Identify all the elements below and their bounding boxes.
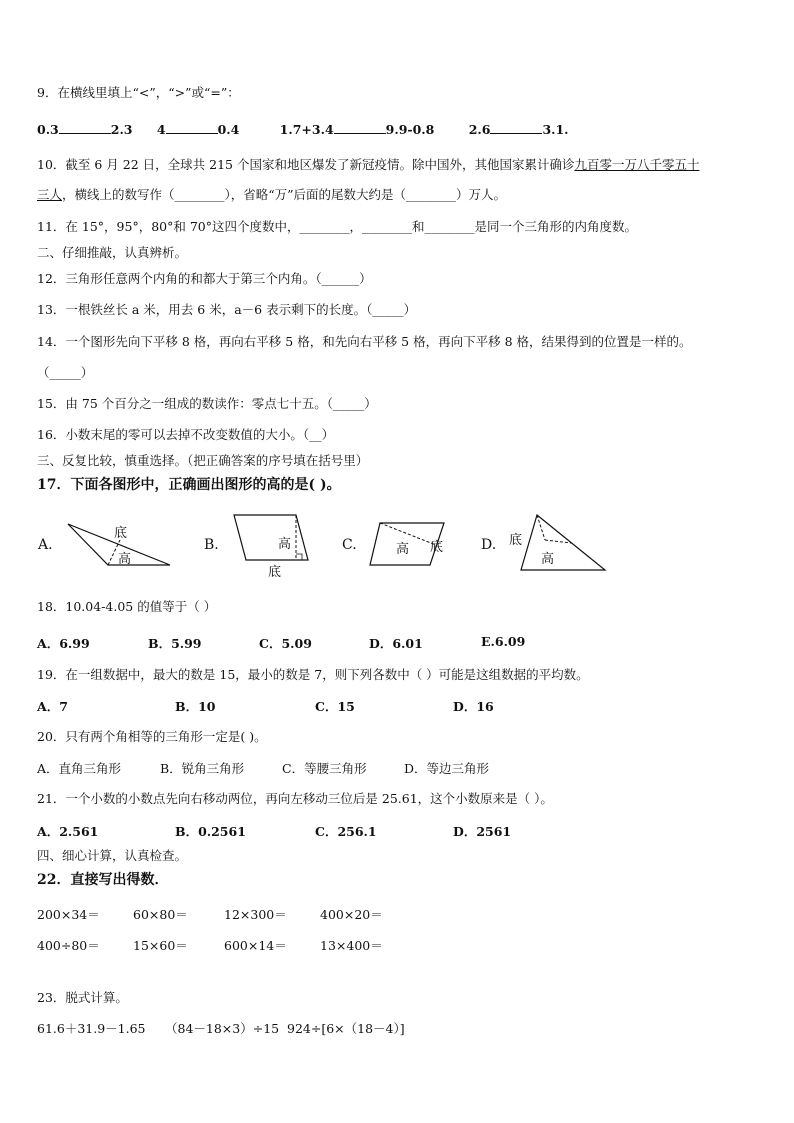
q9-b1: 2.3 bbox=[110, 122, 133, 137]
q9-blank-2[interactable] bbox=[166, 120, 218, 134]
q17-option-a-label: A. bbox=[38, 537, 53, 553]
q17-c-gao-text: 高 bbox=[396, 542, 410, 557]
q9-a3: 1.7+3.4 bbox=[279, 122, 334, 137]
q23-expr-1: 61.6＋31.9－1.65 bbox=[37, 1021, 146, 1036]
q20-option-a: A．直角三角形 bbox=[37, 761, 122, 776]
q23-stem: 23．脱式计算。 bbox=[37, 990, 128, 1005]
q10-line1 bbox=[37, 156, 699, 173]
q14-line2: （_____） bbox=[37, 365, 94, 380]
q12: 12．三角形任意两个内角的和都大于第三个内角。（______） bbox=[37, 271, 372, 286]
q9-stem: 9．在横线里填上“<”，“>”或“=”： bbox=[37, 85, 240, 100]
q17-stem: 17．下面各图形中，正确画出图形的高的是( )。 bbox=[37, 477, 341, 493]
q17-figure-d bbox=[505, 510, 610, 574]
q22-r1-1: 200×34＝ bbox=[37, 907, 100, 922]
q9-b4: 3.1. bbox=[542, 122, 569, 137]
q9-a1: 0.3 bbox=[37, 122, 59, 137]
q20-stem: 20．只有两个角相等的三角形一定是( )。 bbox=[37, 729, 267, 744]
q17-figure-b bbox=[228, 510, 318, 582]
q17-a-gao-text: 高 bbox=[118, 552, 132, 567]
q16: 16．小数末尾的零可以去掉不改变数值的大小。（__） bbox=[37, 427, 335, 442]
q17-c-di-text: 底 bbox=[430, 540, 444, 555]
q19-option-c: C．15 bbox=[315, 699, 355, 714]
q17-d-gao-text: 高 bbox=[541, 552, 555, 567]
q19-option-d: D．16 bbox=[453, 699, 494, 714]
q21-stem: 21．一个小数的小数点先向右移动两位，再向左移动三位后是 25.61，这个小数原来是（ ）。 bbox=[37, 791, 553, 806]
q17-option-c-label: C. bbox=[342, 537, 357, 553]
q20-option-b: B．锐角三角形 bbox=[160, 761, 245, 776]
q22-r2-2: 15×60＝ bbox=[133, 938, 188, 953]
q22-r2-3: 600×14＝ bbox=[224, 938, 287, 953]
q19-option-b: B．10 bbox=[175, 699, 216, 714]
q9-blank-1[interactable] bbox=[59, 120, 111, 134]
q23-expr-2: （84－18×3）÷15 bbox=[165, 1021, 280, 1036]
q21-option-c: C．256.1 bbox=[315, 824, 377, 839]
q20-option-c: C．等腰三角形 bbox=[282, 761, 367, 776]
q17-option-b-label: B. bbox=[204, 537, 219, 553]
q11: 11．在 15°，95°，80°和 70°这四个度数中，________，________和________是同一个三角形的内角度数。 bbox=[37, 219, 637, 234]
q22-stem: 22．直接写出得数． bbox=[37, 872, 169, 888]
section-2-heading: 二、仔细推敲，认真辨析。 bbox=[37, 245, 188, 260]
q17-figure-c bbox=[366, 515, 456, 573]
q9-blank-3[interactable] bbox=[334, 120, 386, 134]
q17-a-di-text: 底 bbox=[114, 526, 128, 541]
q22-r1-3: 12×300＝ bbox=[224, 907, 287, 922]
q22-r2-1: 400÷80＝ bbox=[37, 938, 100, 953]
q18-option-c: C．5.09 bbox=[259, 636, 312, 651]
q18-stem: 18．10.04-4.05 的值等于（ ） bbox=[37, 599, 217, 614]
q10-text-2: ，横线上的数写作（________），省略“万”后面的尾数大约是（________）万人。 bbox=[62, 187, 507, 202]
q19-option-a: A．7 bbox=[37, 699, 68, 714]
q13: 13．一根铁丝长 a 米，用去 6 米，a－6 表示剩下的长度。（_____） bbox=[37, 302, 417, 317]
section-4-heading: 四、细心计算，认真检查。 bbox=[37, 848, 188, 863]
q10-text-1: 10．截至 6 月 22 日，全球共 215 个国家和地区爆发了新冠疫情。除中国外，其他国家累计确诊 bbox=[37, 157, 575, 172]
q18-option-d: D．6.01 bbox=[369, 636, 423, 651]
q22-r1-2: 60×80＝ bbox=[133, 907, 188, 922]
q9-b2: 0.4 bbox=[217, 122, 240, 137]
q18-option-b: B．5.99 bbox=[148, 636, 202, 651]
q9-blank-4[interactable] bbox=[490, 120, 542, 134]
q17-d-di-text: 底 bbox=[509, 533, 523, 548]
q14-line1: 14．一个图形先向下平移 8 格，再向右平移 5 格，和先向右平移 5 格，再向下平移 8 格，结果得到的位置是一样的。 bbox=[37, 334, 692, 349]
q17-option-d-label: D. bbox=[481, 537, 497, 553]
q9-items bbox=[37, 120, 569, 138]
q23-expr-3: 924÷[6×（18－4）] bbox=[287, 1021, 405, 1036]
q22-r2-4: 13×400＝ bbox=[320, 938, 383, 953]
q17-b-gao-text: 高 bbox=[278, 537, 292, 552]
q10-underlined-end: 三人 bbox=[37, 187, 63, 202]
q15: 15．由 75 个百分之一组成的数读作：零点七十五。（_____） bbox=[37, 396, 377, 411]
q21-option-b: B．0.2561 bbox=[175, 824, 246, 839]
q20-option-d: D．等边三角形 bbox=[404, 761, 490, 776]
q17-figure-a bbox=[62, 518, 182, 570]
q19-stem: 19．在一组数据中，最大的数是 15，最小的数是 7，则下列各数中（ ）可能是这组数据的平均数。 bbox=[37, 667, 589, 682]
q10-line2 bbox=[37, 186, 506, 203]
section-3-heading: 三、反复比较，慎重选择。（把正确答案的序号填在括号里） bbox=[37, 453, 369, 468]
q9-b3: 9.9-0.8 bbox=[385, 122, 435, 137]
q10-underlined-number: 九百零一万八千零五十 bbox=[574, 157, 700, 172]
q17-b-di-text: 底 bbox=[268, 565, 282, 580]
q9-a2: 4 bbox=[156, 122, 166, 137]
q21-option-d: D．2561 bbox=[453, 824, 512, 839]
q22-r1-4: 400×20＝ bbox=[320, 907, 383, 922]
q18-option-e: E.6.09 bbox=[481, 634, 526, 649]
q9-a4: 2.6 bbox=[468, 122, 491, 137]
q21-option-a: A．2.561 bbox=[37, 824, 99, 839]
q18-option-a: A．6.99 bbox=[37, 636, 90, 651]
